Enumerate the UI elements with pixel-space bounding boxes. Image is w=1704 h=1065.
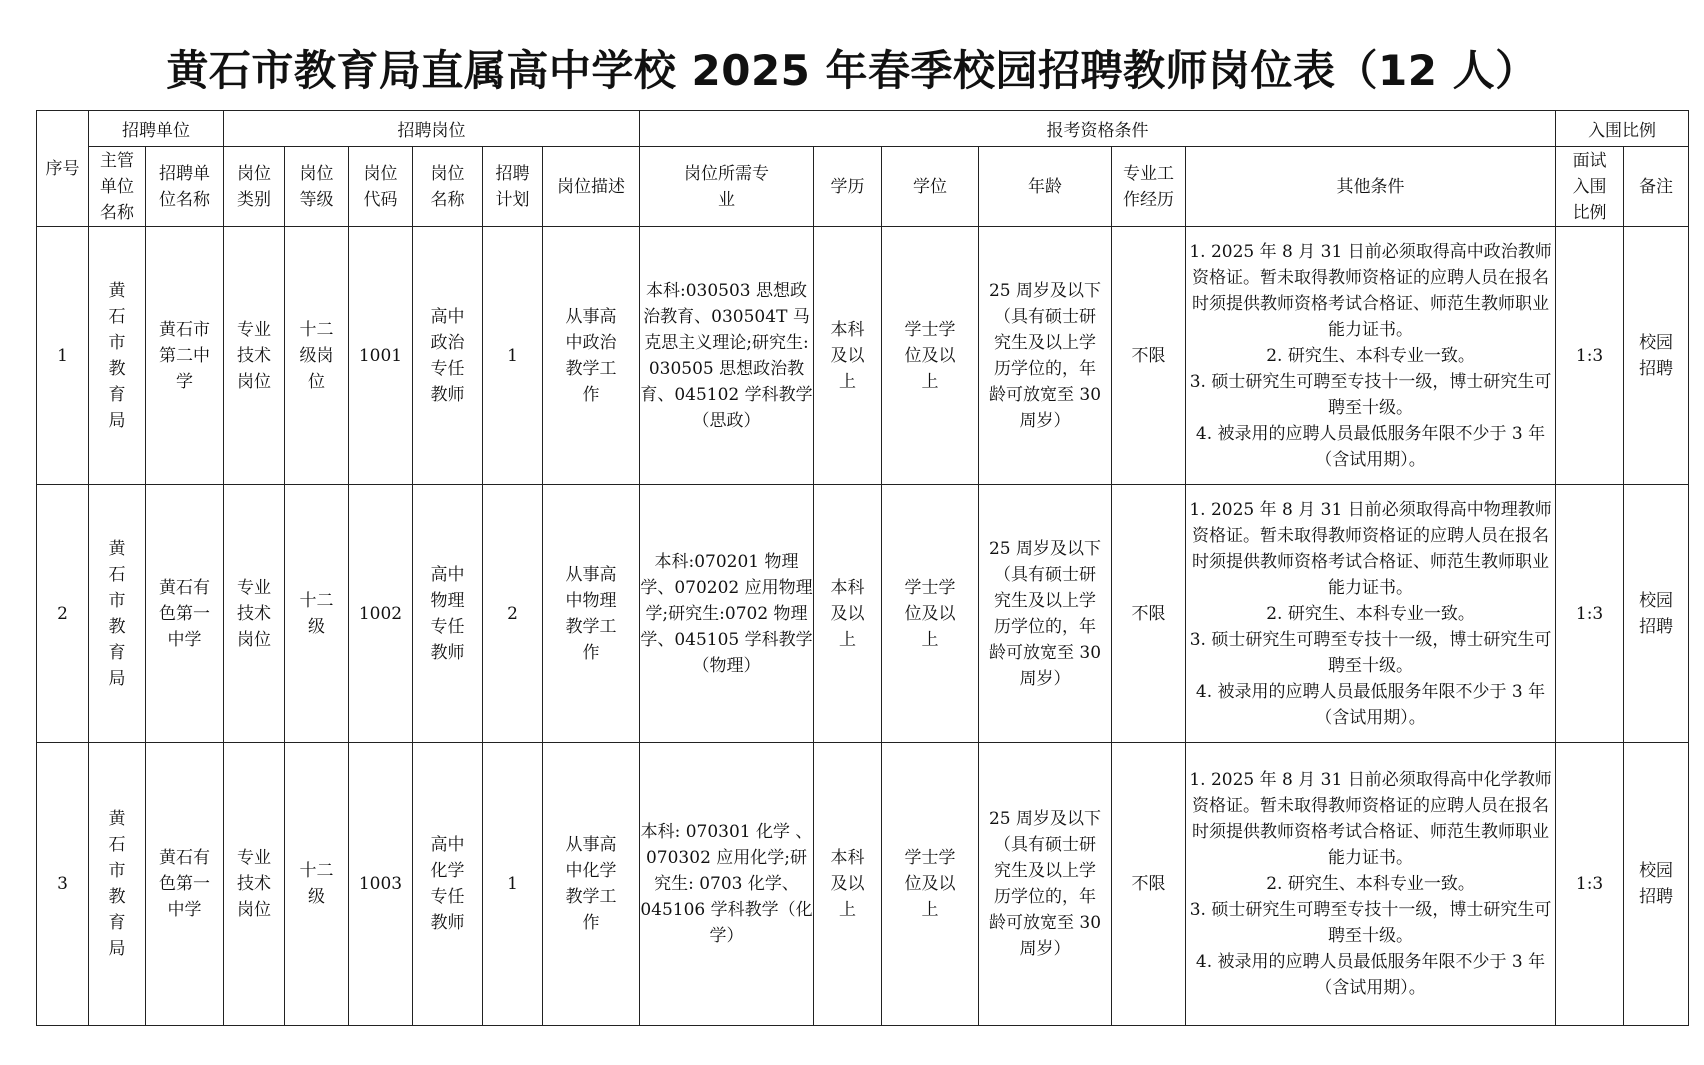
- header-group-req: 报考资格条件: [640, 111, 1556, 147]
- header-unit-name: 招聘单位名称: [146, 147, 224, 227]
- cell-authority: 黄石市教育局: [89, 743, 146, 1026]
- header-post-level: 岗位等级: [285, 147, 349, 227]
- cell-interview-ratio: 1:3: [1556, 227, 1624, 485]
- cell-degree: 学士学位及以上: [882, 743, 979, 1026]
- cell-post-name: 高中化学专任教师: [413, 743, 483, 1026]
- cell-other: [1186, 485, 1556, 743]
- cell-experience: 不限: [1112, 485, 1186, 743]
- header-interview-ratio: 面试入围比例: [1556, 147, 1624, 227]
- cell-unit-name: 黄石有色第一中学: [146, 743, 224, 1026]
- header-plan: 招聘计划: [483, 147, 543, 227]
- cell-post-code: 1003: [349, 743, 413, 1026]
- cell-education: 本科及以上: [814, 227, 882, 485]
- other-condition-line: 4. 被录用的应聘人员最低服务年限不少于 3 年（含试用期）。: [1195, 952, 1546, 998]
- cell-post-desc: 从事高中物理教学工作: [543, 485, 640, 743]
- other-condition-line: 3. 硕士研究生可聘至专技十一级，博士研究生可聘至十级。: [1189, 629, 1552, 676]
- other-condition-line: 1. 2025 年 8 月 31 日前必须取得高中化学教师资格证。暂未取得教师资格证的应聘人员在报名时须提供教师资格考试合格证、师范生教师职业能力证书。: [1189, 770, 1552, 868]
- other-condition-line: 2. 研究生、本科专业一致。: [1266, 603, 1475, 624]
- header-other: 其他条件: [1186, 147, 1556, 227]
- cell-post-name: 高中物理专任教师: [413, 485, 483, 743]
- cell-seq: 3: [37, 743, 89, 1026]
- cell-plan: 2: [483, 485, 543, 743]
- other-condition-line: 4. 被录用的应聘人员最低服务年限不少于 3 年（含试用期）。: [1195, 681, 1546, 728]
- cell-degree: 学士学位及以上: [882, 227, 979, 485]
- page-title: 黄石市教育局直属高中学校 2025 年春季校园招聘教师岗位表（12 人）: [166, 46, 1538, 95]
- cell-age: 25 周岁及以下（具有硕士研究生及以上学历学位的，年龄可放宽至 30 周岁）: [979, 743, 1112, 1026]
- other-condition-line: 2. 研究生、本科专业一致。: [1266, 345, 1475, 366]
- cell-post-desc: 从事高中政治教学工作: [543, 227, 640, 485]
- other-condition-line: 2. 研究生、本科专业一致。: [1266, 874, 1475, 894]
- cell-major: 本科:070201 物理学、070202 应用物理学;研究生:0702 物理学、045105 学科教学（物理）: [640, 485, 814, 743]
- cell-post-level: 十二级: [285, 485, 349, 743]
- header-group-post: 招聘岗位: [224, 111, 640, 147]
- header-group-ratio: 入围比例: [1556, 111, 1689, 147]
- other-condition-line: 3. 硕士研究生可聘至专技十一级，博士研究生可聘至十级。: [1189, 900, 1552, 946]
- cell-post-level: 十二级岗位: [285, 227, 349, 485]
- header-post-code: 岗位代码: [349, 147, 413, 227]
- other-condition-line: 1. 2025 年 8 月 31 日前必须取得高中政治教师资格证。暂未取得教师资格证的应聘人员在报名时须提供教师资格考试合格证、师范生教师职业能力证书。: [1189, 241, 1552, 340]
- cell-major: 本科:030503 思想政治教育、030504T 马克思主义理论;研究生: 030505 思想政治教育、045102 学科教学（思政）: [640, 227, 814, 485]
- cell-seq: 1: [37, 227, 89, 485]
- cell-other: [1186, 227, 1556, 485]
- other-condition-line: 3. 硕士研究生可聘至专技十一级，博士研究生可聘至十级。: [1189, 371, 1552, 418]
- cell-remark: 校园招聘: [1624, 227, 1689, 485]
- cell-post-level: 十二级: [285, 743, 349, 1026]
- header-seq: 序号: [37, 111, 89, 227]
- cell-remark: 校园招聘: [1624, 485, 1689, 743]
- cell-degree: 学士学位及以上: [882, 485, 979, 743]
- cell-education: 本科及以上: [814, 485, 882, 743]
- cell-major: 本科: 070301 化学 、070302 应用化学;研究生: 0703 化学、045106 学科教学（化学）: [640, 743, 814, 1026]
- header-age: 年龄: [979, 147, 1112, 227]
- header-authority: 主管单位名称: [89, 147, 146, 227]
- table-row: [37, 485, 1689, 743]
- recruitment-table: [36, 110, 1689, 1026]
- header-experience: 专业工作经历: [1112, 147, 1186, 227]
- cell-experience: 不限: [1112, 227, 1186, 485]
- header-post-desc: 岗位描述: [543, 147, 640, 227]
- cell-age: 25 周岁及以下（具有硕士研究生及以上学历学位的，年龄可放宽至 30 周岁）: [979, 485, 1112, 743]
- cell-post-desc: 从事高中化学教学工作: [543, 743, 640, 1026]
- cell-authority: 黄石市教育局: [89, 485, 146, 743]
- cell-interview-ratio: 1:3: [1556, 743, 1624, 1026]
- header-degree: 学位: [882, 147, 979, 227]
- cell-post-code: 1001: [349, 227, 413, 485]
- cell-age: 25 周岁及以下（具有硕士研究生及以上学历学位的，年龄可放宽至 30 周岁）: [979, 227, 1112, 485]
- cell-unit-name: 黄石有色第一中学: [146, 485, 224, 743]
- cell-seq: 2: [37, 485, 89, 743]
- cell-remark: 校园招聘: [1624, 743, 1689, 1026]
- cell-post-code: 1002: [349, 485, 413, 743]
- other-condition-line: 4. 被录用的应聘人员最低服务年限不少于 3 年（含试用期）。: [1195, 423, 1546, 470]
- cell-post-type: 专业技术岗位: [224, 227, 285, 485]
- cell-unit-name: 黄石市第二中学: [146, 227, 224, 485]
- cell-plan: 1: [483, 227, 543, 485]
- header-post-type: 岗位类别: [224, 147, 285, 227]
- cell-post-type: 专业技术岗位: [224, 743, 285, 1026]
- cell-interview-ratio: 1:3: [1556, 485, 1624, 743]
- other-condition-line: 1. 2025 年 8 月 31 日前必须取得高中物理教师资格证。暂未取得教师资格证的应聘人员在报名时须提供教师资格考试合格证、师范生教师职业能力证书。: [1189, 499, 1552, 598]
- header-group-unit: 招聘单位: [89, 111, 224, 147]
- cell-plan: 1: [483, 743, 543, 1026]
- header-major: 岗位所需专业: [640, 147, 814, 227]
- cell-experience: 不限: [1112, 743, 1186, 1026]
- cell-post-name: 高中政治专任教师: [413, 227, 483, 485]
- header-post-name: 岗位名称: [413, 147, 483, 227]
- table-row: [37, 743, 1689, 1026]
- cell-authority: 黄石市教育局: [89, 227, 146, 485]
- table-row: [37, 227, 1689, 485]
- header-education: 学历: [814, 147, 882, 227]
- cell-education: 本科及以上: [814, 743, 882, 1026]
- cell-other: [1186, 743, 1556, 1026]
- cell-post-type: 专业技术岗位: [224, 485, 285, 743]
- header-remark: 备注: [1624, 147, 1689, 227]
